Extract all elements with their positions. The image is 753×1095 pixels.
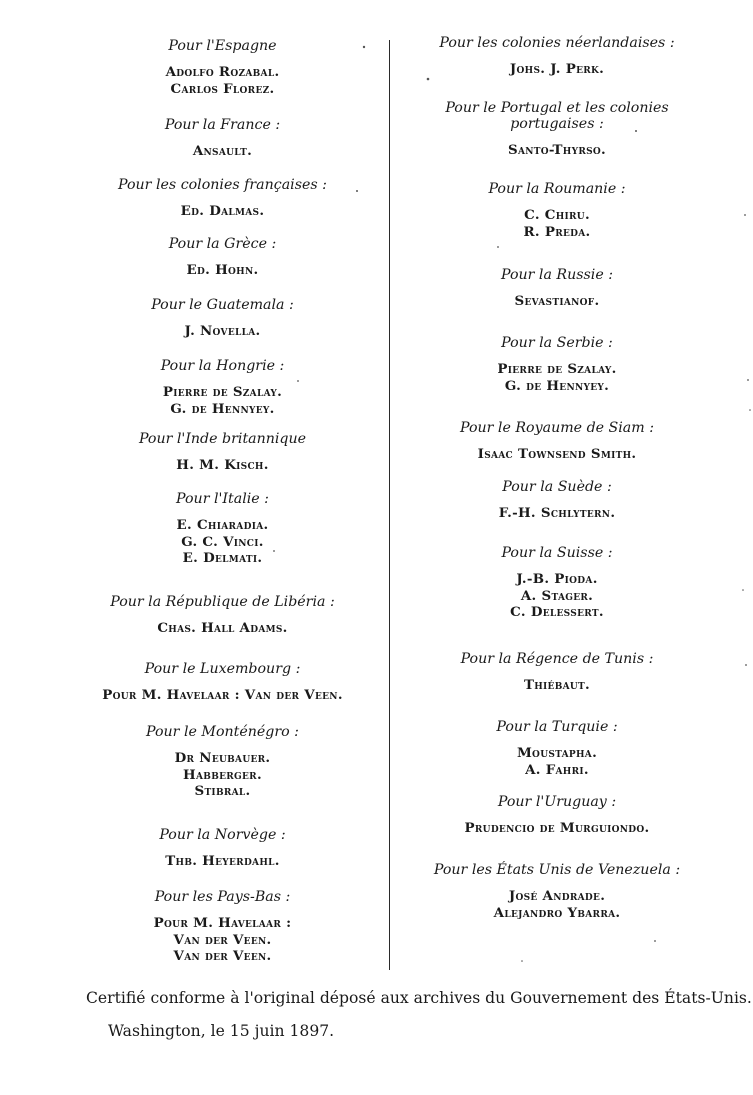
delegate-list: [398, 142, 716, 159]
delegate-list: [398, 446, 716, 463]
signatory-block-pour-la-hongrie: [60, 358, 385, 417]
delegate-name: Moustapha.: [516, 745, 598, 761]
country-heading: Pour la Turquie :: [496, 719, 618, 735]
delegate-list: [60, 143, 385, 160]
delegate-list: [398, 745, 716, 778]
delegate-name: Thb. Heyerdahl.: [165, 853, 280, 869]
delegate-name: Van der Veen.: [173, 948, 272, 964]
country-heading: Pour l'Italie :: [176, 491, 269, 507]
delegate-list: [398, 888, 716, 921]
signatory-block-pour-les-colonies-francaises: [60, 177, 385, 220]
signatory-block-pour-l-inde-britannique: [60, 431, 385, 474]
delegate-name: Ed. Hohn.: [186, 262, 259, 278]
delegate-name: E. Delmati.: [182, 550, 263, 566]
country-heading: Pour l'Uruguay :: [497, 794, 617, 810]
signatory-block-pour-le-montenegro: [60, 724, 385, 800]
country-heading: Pour la France :: [164, 117, 281, 133]
delegate-name: C. Delessert.: [510, 604, 604, 620]
delegate-list: [60, 384, 385, 417]
delegate-name: Chas. Hall Adams.: [157, 620, 288, 636]
delegate-name: G. C. Vinci.: [181, 533, 264, 550]
delegate-name: Stibral.: [194, 783, 251, 799]
country-heading: Pour les États Unis de Venezuela :: [433, 862, 681, 878]
delegate-name: A. Fahri.: [525, 761, 589, 778]
delegate-name: Habberger.: [183, 766, 262, 783]
country-heading: Pour l'Inde britannique: [138, 431, 307, 447]
country-heading: Pour la Hongrie :: [160, 358, 285, 374]
country-heading: Pour le Monténégro :: [146, 724, 299, 740]
delegate-name: Adolfo Rozabal.: [165, 64, 280, 80]
country-heading: Pour la République de Libéria :: [110, 594, 335, 610]
country-heading: Pour l'Espagne: [168, 38, 277, 54]
column-divider: [389, 40, 390, 970]
signatory-block-pour-la-grece: [60, 236, 385, 279]
delegate-name: G. de Hennyey.: [170, 400, 275, 417]
signatory-block-pour-la-norvege: [60, 827, 385, 870]
delegate-name: Thiébaut.: [523, 677, 591, 693]
delegate-name: Dr Neubauer.: [174, 750, 271, 766]
delegate-list: [398, 207, 716, 240]
delegate-name: R. Preda.: [523, 223, 591, 240]
signatory-block-pour-le-guatemala: [60, 297, 385, 340]
delegate-name: Pour M. Havelaar :: [153, 915, 292, 931]
country-heading: Pour la Serbie :: [501, 335, 613, 351]
delegate-list: [60, 915, 385, 965]
signatory-block-pour-le-royaume-de-siam: [398, 420, 716, 463]
signatory-block-pour-les-colonies-neerlandaises: [398, 35, 716, 78]
delegate-list: [398, 361, 716, 394]
delegate-list: [398, 571, 716, 621]
delegate-name: H. M. Kisch.: [176, 457, 269, 473]
delegate-list: [398, 293, 716, 310]
delegate-list: [398, 677, 716, 694]
delegate-list: [60, 620, 385, 637]
delegate-name: Alejandro Ybarra.: [493, 904, 621, 921]
delegate-name: Van der Veen.: [173, 931, 272, 948]
delegate-list: [398, 61, 716, 78]
delegate-name: Pour M. Havelaar : Van der Veen.: [102, 687, 343, 703]
signatory-block-pour-les-etats-unis-de-venezuela: [398, 862, 716, 921]
delegate-name: E. Chiaradia.: [176, 517, 269, 533]
signatory-block-pour-la-russie: [398, 267, 716, 310]
delegate-name: Sevastianof.: [514, 293, 600, 309]
delegate-name: A. Stager.: [520, 587, 594, 604]
delegate-name: F.-H. Schlytern.: [498, 505, 616, 521]
country-heading: Pour la Norvège :: [159, 827, 286, 843]
signatory-block-pour-le-luxembourg: [60, 661, 385, 704]
delegate-list: [60, 262, 385, 279]
delegate-name: Carlos Florez.: [170, 80, 275, 97]
signatory-block-pour-la-turquie: [398, 719, 716, 778]
certification-text: Certifié conforme à l'original déposé aux archives du Gouvernement des États-Unis.: [86, 989, 752, 1007]
signatory-block-pour-la-regence-de-tunis: [398, 651, 716, 694]
country-heading: Pour le Royaume de Siam :: [459, 420, 655, 436]
delegate-name: Prudencio de Murguiondo.: [464, 820, 650, 836]
delegate-name: J. Novella.: [184, 323, 261, 339]
country-heading: Pour le Portugal et les colonies portugaises :: [445, 100, 669, 132]
delegate-name: Santo-Thyrso.: [507, 142, 607, 158]
country-heading: Pour le Luxembourg :: [144, 661, 301, 677]
delegate-list: [60, 853, 385, 870]
country-heading: Pour la Suisse :: [501, 545, 613, 561]
signatory-block-pour-l-italie: [60, 491, 385, 567]
country-heading: Pour les colonies françaises :: [118, 177, 327, 193]
delegate-name: Pierre de Szalay.: [497, 361, 617, 377]
delegate-name: Ed. Dalmas.: [180, 203, 265, 219]
delegate-list: [60, 64, 385, 97]
delegate-list: [398, 820, 716, 837]
delegate-name: Johs. J. Perk.: [509, 61, 605, 77]
delegate-list: [60, 750, 385, 800]
signatory-block-pour-la-roumanie: [398, 181, 716, 240]
delegate-name: José Andrade.: [508, 888, 606, 904]
country-heading: Pour la Roumanie :: [488, 181, 626, 197]
delegate-name: Pierre de Szalay.: [162, 384, 283, 400]
country-heading: Pour les Pays-Bas :: [154, 889, 291, 905]
country-heading: Pour la Suède :: [502, 479, 612, 495]
country-heading: Pour la Russie :: [500, 267, 614, 283]
delegate-list: [398, 505, 716, 522]
signatory-block-pour-l-uruguay: [398, 794, 716, 837]
country-heading: Pour le Guatemala :: [151, 297, 294, 313]
signatory-block-pour-la-france: [60, 117, 385, 160]
signatory-block-pour-l-espagne: [60, 38, 385, 97]
country-heading: Pour la Régence de Tunis :: [460, 651, 654, 667]
delegate-name: G. de Hennyey.: [504, 377, 610, 394]
country-heading: Pour les colonies néerlandaises :: [439, 35, 675, 51]
signatory-block-pour-le-portugal-et-les-colonies-portugaises: [398, 100, 716, 159]
delegate-list: [60, 323, 385, 340]
delegate-name: J.-B. Pioda.: [516, 571, 598, 587]
delegate-name: Isaac Townsend Smith.: [477, 446, 637, 462]
delegate-name: C. Chiru.: [524, 207, 590, 223]
delegate-name: Ansault.: [192, 143, 253, 159]
country-heading: Pour la Grèce :: [168, 236, 277, 252]
delegate-list: [60, 517, 385, 567]
delegate-list: [60, 687, 385, 704]
signatory-block-pour-la-suede: [398, 479, 716, 522]
delegate-list: [60, 457, 385, 474]
signatory-block-pour-la-republique-de-liberia: [60, 594, 385, 637]
signatory-block-pour-les-pays-bas: [60, 889, 385, 965]
signatory-block-pour-la-suisse: [398, 545, 716, 621]
signatory-block-pour-la-serbie: [398, 335, 716, 394]
delegate-list: [60, 203, 385, 220]
place-date-text: Washington, le 15 juin 1897.: [108, 1022, 335, 1040]
